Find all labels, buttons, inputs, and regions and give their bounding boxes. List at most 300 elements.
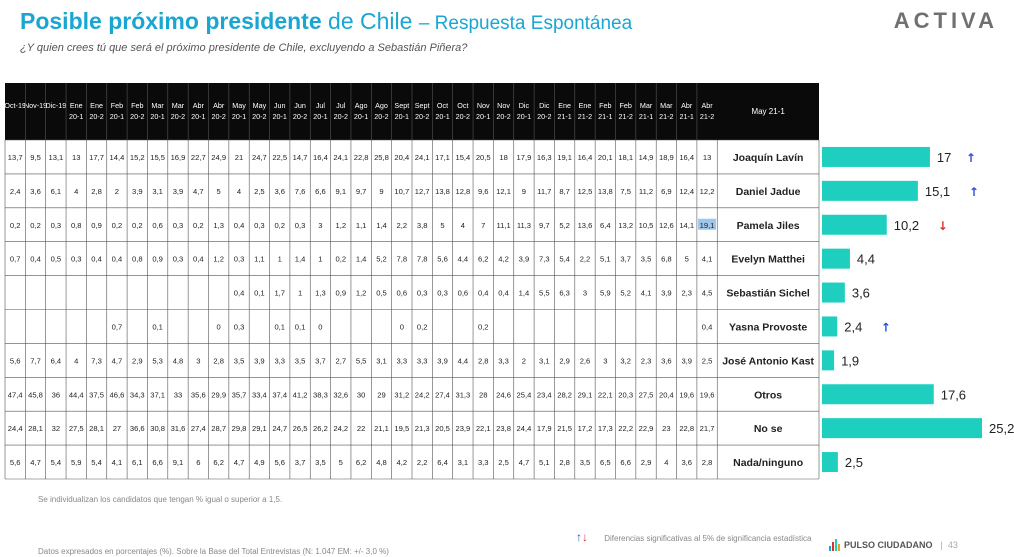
table-cell: 30 [356, 390, 366, 400]
candidate-name: José Antonio Kast [722, 355, 815, 368]
period-header: Jun [294, 101, 306, 110]
table-cell: 13,8 [597, 186, 613, 196]
period-header: Feb [131, 101, 144, 110]
table-cell: 24,9 [211, 152, 227, 162]
table-cell: 0,3 [70, 254, 82, 264]
table-cell: 0,8 [70, 220, 82, 230]
period-header: Feb [619, 101, 632, 110]
table-cell: 6,1 [50, 186, 62, 196]
table-cell: 19,5 [394, 424, 410, 434]
table-cell: 18,1 [618, 152, 634, 162]
table-cell: 28,2 [557, 390, 573, 400]
period-header: Abr [681, 101, 693, 110]
table-cell: 6,6 [152, 458, 163, 468]
table-cell: 1 [277, 254, 282, 264]
table-cell: 5,1 [538, 458, 550, 468]
bar [822, 249, 850, 269]
table-cell: 26,2 [313, 424, 328, 434]
table-cell: 13,8 [435, 186, 450, 196]
table-cell: 0,9 [335, 288, 347, 298]
table-cell: 3,9 [437, 356, 448, 366]
table-cell: 16,4 [679, 152, 695, 162]
table-cell: 20,4 [394, 152, 410, 162]
period-header: Dic [539, 101, 550, 110]
period-header: Ago [375, 101, 388, 110]
period-header: Mar [171, 101, 185, 110]
period-header: Mar [660, 101, 673, 110]
table-cell: 9,1 [172, 458, 184, 468]
table-cell: 4,7 [193, 186, 204, 196]
table-cell: 29,9 [211, 390, 227, 400]
table-cell: 5,3 [152, 356, 163, 366]
table-cell: 13,2 [618, 220, 634, 230]
activa-logo: ACTIVA [893, 8, 998, 33]
table-cell: 27,5 [68, 424, 84, 434]
period-header: 20-2 [537, 112, 552, 121]
table-cell: 4,9 [254, 458, 265, 468]
table-cell: 9,7 [538, 220, 550, 230]
period-header: 20-2 [333, 112, 348, 121]
period-header: Ene [558, 101, 572, 110]
table-cell: 5,5 [355, 356, 367, 366]
table-cell: 4,4 [457, 254, 469, 264]
table-cell: 4,2 [498, 254, 509, 264]
candidate-name: Joaquín Lavín [732, 151, 804, 164]
period-header: Nov [497, 101, 510, 110]
period-header: Abr [701, 101, 713, 110]
table-cell: 1,3 [315, 288, 326, 298]
table-cell: 4,7 [111, 356, 123, 366]
table-cell: 0,4 [233, 288, 245, 298]
period-header: 20-1 [394, 112, 410, 121]
table-cell: 7,8 [416, 254, 428, 264]
table-cell: 31,3 [455, 390, 471, 400]
title-spontaneous: – Respuesta Espontánea [418, 13, 633, 34]
table-cell: 0,2 [416, 322, 428, 332]
table-cell: 0,4 [233, 220, 245, 230]
table-cell: 12,4 [679, 186, 695, 196]
table-cell: 19,1 [699, 220, 715, 230]
table-cell: 29,8 [231, 424, 247, 434]
table-cell: 2,5 [498, 458, 509, 468]
table-cell: 9 [521, 186, 527, 196]
candidate-name: Daniel Jadue [735, 185, 801, 198]
table-cell: 0,3 [50, 220, 62, 230]
table-cell: 0,1 [274, 322, 286, 332]
table-cell: 0,7 [9, 254, 21, 264]
period-header: Sept [414, 101, 430, 110]
table-cell: 2,2 [579, 254, 591, 264]
table-cell: 3,5 [233, 356, 245, 366]
bar-value-label: 17 [936, 149, 952, 165]
table-cell: 13,6 [577, 220, 593, 230]
table-cell: 3,7 [315, 356, 326, 366]
period-header: 21-1 [598, 112, 613, 121]
table-cell: 17,9 [536, 424, 552, 434]
period-header: Jul [336, 101, 346, 110]
period-header: Sept [394, 101, 410, 110]
table-cell: 3,9 [254, 356, 265, 366]
table-cell: 0 [216, 322, 221, 332]
table-cell: 14,1 [679, 220, 695, 230]
table-cell: 4,1 [701, 254, 713, 264]
table-cell: 6 [196, 458, 201, 468]
table-cell: 6,8 [661, 254, 672, 264]
bar-value-label: 4,4 [856, 251, 876, 267]
table-cell: 6,4 [50, 356, 62, 366]
table-cell: 17,3 [597, 424, 613, 434]
table-cell: 7,7 [30, 356, 41, 366]
table-cell: 5,6 [9, 458, 21, 468]
table-cell: 2,4 [9, 186, 21, 196]
table-cell: 0 [399, 322, 404, 332]
title-chile: de Chile [328, 8, 413, 34]
table-cell: 18,9 [658, 152, 674, 162]
table-cell: 5,2 [620, 288, 631, 298]
table-cell: 0,7 [111, 322, 123, 332]
period-header: Jun [273, 101, 286, 110]
table-cell: 2,5 [701, 356, 713, 366]
bar [822, 418, 982, 438]
table-cell: 3,6 [30, 186, 41, 196]
page-number: | 43 [940, 540, 958, 550]
table-cell: 4,2 [396, 458, 408, 468]
period-header: 21-1 [557, 112, 572, 121]
table-cell: 0,4 [477, 288, 489, 298]
table-cell: 17,7 [89, 152, 104, 162]
table-cell: 5 [216, 186, 221, 196]
table-cell: 0,5 [50, 254, 62, 264]
table-cell: 3,7 [294, 458, 306, 468]
table-cell: 27,4 [435, 390, 450, 400]
table-cell: 21,5 [557, 424, 573, 434]
table-cell: 23,8 [496, 424, 511, 434]
period-header: 20-1 [313, 112, 328, 121]
candidate-name: Pamela Jiles [736, 219, 800, 232]
table-cell: 24,4 [516, 424, 532, 434]
table-cell: 1,1 [254, 254, 265, 264]
table-cell: 6,4 [600, 220, 611, 230]
table-cell: 14,4 [109, 152, 125, 162]
table-cell: 12,6 [658, 220, 674, 230]
latest-period-header: May 21-1 [751, 107, 785, 116]
table-cell: 6,1 [131, 458, 143, 468]
table-cell: 31,2 [394, 390, 410, 400]
table-cell: 3,6 [681, 458, 693, 468]
table-cell: 9,6 [477, 186, 489, 196]
table-cell: 4,1 [640, 288, 652, 298]
table-cell: 0,4 [193, 254, 204, 264]
title-main: Posible próximo presidente [20, 8, 322, 34]
period-header: 20-2 [130, 112, 145, 121]
table-cell: 10,5 [638, 220, 654, 230]
table-cell: 4 [460, 220, 465, 230]
table-cell: 2,2 [396, 220, 408, 230]
arrow-down-icon: ↓ [937, 218, 948, 233]
table-cell: 0,2 [274, 220, 286, 230]
table-cell: 2 [521, 356, 527, 366]
table-cell: 2,9 [559, 356, 570, 366]
table-cell: 24,4 [7, 424, 23, 434]
table-cell: 24,7 [272, 424, 288, 434]
period-header: Mar [151, 101, 164, 110]
table-cell: 5,6 [437, 254, 448, 264]
table-cell: 24,1 [333, 152, 349, 162]
table-cell: 6,2 [477, 254, 489, 264]
period-header: 20-1 [516, 112, 532, 121]
table-cell: 4 [664, 458, 669, 468]
table-cell: 19,6 [679, 390, 695, 400]
table-cell: 0,4 [30, 254, 41, 264]
table-cell: 4,1 [111, 458, 123, 468]
table-cell: 11,1 [496, 220, 511, 230]
bar [822, 181, 918, 201]
table-cell: 22,5 [272, 152, 288, 162]
period-header: Abr [213, 101, 225, 110]
table-cell: 12,1 [496, 186, 511, 196]
table-cell: 20,3 [618, 390, 634, 400]
table-cell: 1,3 [213, 220, 224, 230]
table-cell: 9,1 [335, 186, 347, 196]
table-cell: 20,1 [597, 152, 613, 162]
period-header: 21-2 [618, 112, 633, 121]
bar [822, 452, 838, 472]
table-cell: 24,2 [414, 390, 430, 400]
table-cell: 3,1 [538, 356, 550, 366]
table-cell: 4,4 [457, 356, 469, 366]
table-cell: 11,3 [516, 220, 532, 230]
table-cell: 1,4 [518, 288, 530, 298]
table-cell: 7,5 [620, 186, 631, 196]
table-cell: 9,5 [30, 152, 41, 162]
table-cell: 0,6 [396, 288, 408, 298]
period-header: 20-2 [292, 112, 308, 121]
table-cell: 16,4 [577, 152, 593, 162]
table-cell: 28,7 [211, 424, 227, 434]
table-cell: 12,8 [455, 186, 471, 196]
table-cell: 23,4 [536, 390, 552, 400]
table-cell: 2,6 [579, 356, 591, 366]
period-header: Ago [354, 101, 368, 110]
table-cell: 0,1 [152, 322, 163, 332]
table-cell: 0,6 [152, 220, 163, 230]
table-cell: 5 [684, 254, 689, 264]
table-cell: 13,1 [48, 152, 64, 162]
table-cell: 5,4 [50, 458, 62, 468]
table-cell: 6,4 [437, 458, 448, 468]
period-header: Oct-19 [4, 101, 26, 110]
table-cell: 0,1 [254, 288, 265, 298]
period-header: 20-1 [231, 112, 247, 121]
pulso-ciudadano-logo [829, 539, 958, 551]
table-cell: 0,9 [91, 220, 102, 230]
table-cell: 27 [112, 424, 122, 434]
table-cell: 3,3 [274, 356, 286, 366]
table-cell: 0,4 [701, 322, 713, 332]
table-cell: 1,4 [355, 254, 367, 264]
table-cell: 6,2 [213, 458, 224, 468]
table-cell: 5,2 [376, 254, 387, 264]
table-cell: 2,8 [701, 458, 713, 468]
table-cell: 0,2 [193, 220, 204, 230]
table-cell: 2,9 [640, 458, 652, 468]
period-header: Ene [69, 101, 83, 110]
table-cell: 2,5 [254, 186, 265, 196]
table-cell: 7,3 [91, 356, 102, 366]
table-cell: 3 [603, 356, 608, 366]
table-cell: 3,9 [131, 186, 143, 196]
table-cell: 28,1 [28, 424, 43, 434]
table-cell: 28 [478, 390, 488, 400]
table-cell: 29,1 [577, 390, 593, 400]
significance-text: Diferencias significativas al 5% de significancia estadística [604, 534, 812, 543]
table-cell: 29 [377, 390, 386, 400]
table-cell: 3 [582, 288, 588, 298]
table-cell: 2,7 [335, 356, 347, 366]
table-cell: 18 [499, 152, 508, 162]
table-cell: 27,5 [638, 390, 654, 400]
table-cell: 1,7 [274, 288, 286, 298]
table-cell: 30,8 [150, 424, 166, 434]
table-cell: 5 [338, 458, 343, 468]
period-header: 20-1 [435, 112, 450, 121]
table-cell: 5,6 [274, 458, 286, 468]
table-cell: 4 [74, 356, 79, 366]
arrow-up-icon: ↑ [965, 150, 976, 165]
page-number-value: 43 [947, 540, 958, 550]
table-cell: 26,5 [292, 424, 308, 434]
table-cell: 17,2 [577, 424, 593, 434]
bars-icon [829, 539, 840, 551]
candidate-name: Nada/ninguno [733, 457, 804, 470]
table-cell: 3 [196, 356, 201, 366]
table-cell: 3,5 [294, 356, 306, 366]
table-cell: 5,4 [91, 458, 102, 468]
table-cell: 28,1 [89, 424, 104, 434]
table-cell: 32 [51, 424, 61, 434]
table-cell: 0,3 [172, 220, 184, 230]
table-cell: 3,1 [457, 458, 469, 468]
period-header: 20-2 [170, 112, 186, 121]
period-header: May [252, 101, 267, 110]
table-cell: 9 [379, 186, 384, 196]
table-cell: 19,6 [699, 390, 715, 400]
period-header: Feb [599, 101, 612, 110]
period-header: Jul [315, 101, 326, 110]
table-cell: 3,9 [681, 356, 693, 366]
table-cell: 4,7 [30, 458, 41, 468]
table-cell: 3,7 [620, 254, 631, 264]
bar [822, 384, 934, 404]
table-cell: 2,8 [91, 186, 102, 196]
table-cell: 21,3 [414, 424, 430, 434]
period-header: 20-1 [272, 112, 287, 121]
table-cell: 15,2 [129, 152, 145, 162]
table-cell: 1,1 [355, 220, 367, 230]
table-cell: 35,6 [190, 390, 206, 400]
table-cell: 31,6 [170, 424, 186, 434]
table-cell: 16,9 [170, 152, 186, 162]
bar [822, 350, 834, 370]
table-cell: 32,6 [333, 390, 349, 400]
bar-value-label: 10,2 [893, 217, 920, 233]
table-cell: 2,8 [213, 356, 224, 366]
table-cell: 25,4 [516, 390, 532, 400]
arrow-up-icon: ↑ [880, 320, 891, 335]
table-cell: 9,7 [355, 186, 367, 196]
period-header: 20-2 [414, 112, 430, 121]
table-cell: 13,7 [7, 152, 23, 162]
table-cell: 33 [173, 390, 183, 400]
bar-value-label: 3,6 [851, 285, 870, 301]
period-header: 21-1 [638, 112, 654, 121]
table-cell: 3,9 [661, 288, 672, 298]
table-cell: 3,3 [477, 458, 489, 468]
table-cell: 24,7 [251, 152, 267, 162]
table-cell: 4 [236, 186, 242, 196]
period-header: Nov [476, 101, 490, 110]
table-cell: 0,3 [233, 254, 245, 264]
table-cell: 22,1 [475, 424, 491, 434]
table-cell: 3,1 [152, 186, 163, 196]
bar [822, 147, 930, 167]
period-header: 20-1 [150, 112, 165, 121]
table-cell: 15,4 [455, 152, 471, 162]
table-cell: 36 [51, 390, 61, 400]
table-cell: 2 [114, 186, 120, 196]
period-header: Dic [518, 101, 530, 110]
table-cell: 15,5 [150, 152, 166, 162]
period-header: 20-2 [496, 112, 511, 121]
table-cell: 27,4 [190, 424, 206, 434]
table-cell: 0,3 [437, 288, 448, 298]
table-cell: 0,3 [294, 220, 306, 230]
table-cell: 0,3 [254, 220, 265, 230]
period-header: Oct [457, 101, 469, 110]
period-header: 21-1 [679, 112, 694, 121]
bar-value-label: 1,9 [841, 353, 860, 369]
table-cell: 14,9 [638, 152, 654, 162]
period-header: Feb [110, 101, 124, 110]
table-cell: 2,9 [131, 356, 143, 366]
table-cell: 47,4 [7, 390, 23, 400]
page-subtitle: ¿Y quien crees tú que será el próximo presidente de Chile, excluyendo a Sebastián Piñera? [20, 42, 468, 54]
table-cell: 45,8 [28, 390, 43, 400]
table-cell: 4,7 [518, 458, 530, 468]
table-cell: 0,3 [233, 322, 245, 332]
period-header: 20-2 [374, 112, 389, 121]
table-cell: 2,8 [559, 458, 570, 468]
table-cell: 3,2 [620, 356, 631, 366]
base-note: Datos expresados en porcentajes (%). Sobre la Base del Total Entrevistas (N: 1.047 EM: +/- 3,0 %) [38, 547, 389, 556]
table-cell: 5,6 [9, 356, 21, 366]
table-cell: 0,2 [335, 254, 347, 264]
table-cell: 13 [71, 152, 81, 162]
table-cell: 22,1 [597, 390, 613, 400]
table-cell: 14,7 [292, 152, 308, 162]
significance-legend [576, 530, 811, 544]
period-header: 21-2 [659, 112, 674, 121]
table-cell: 46,6 [109, 390, 125, 400]
table-cell: 0 [318, 322, 323, 332]
bar [822, 316, 837, 336]
table-cell: 0,2 [477, 322, 489, 332]
table-cell: 19,1 [557, 152, 573, 162]
table-cell: 13 [702, 152, 712, 162]
table-cell: 3,6 [661, 356, 672, 366]
candidate-name: Sebastián Sichel [726, 287, 810, 300]
table-cell: 4,7 [233, 458, 245, 468]
